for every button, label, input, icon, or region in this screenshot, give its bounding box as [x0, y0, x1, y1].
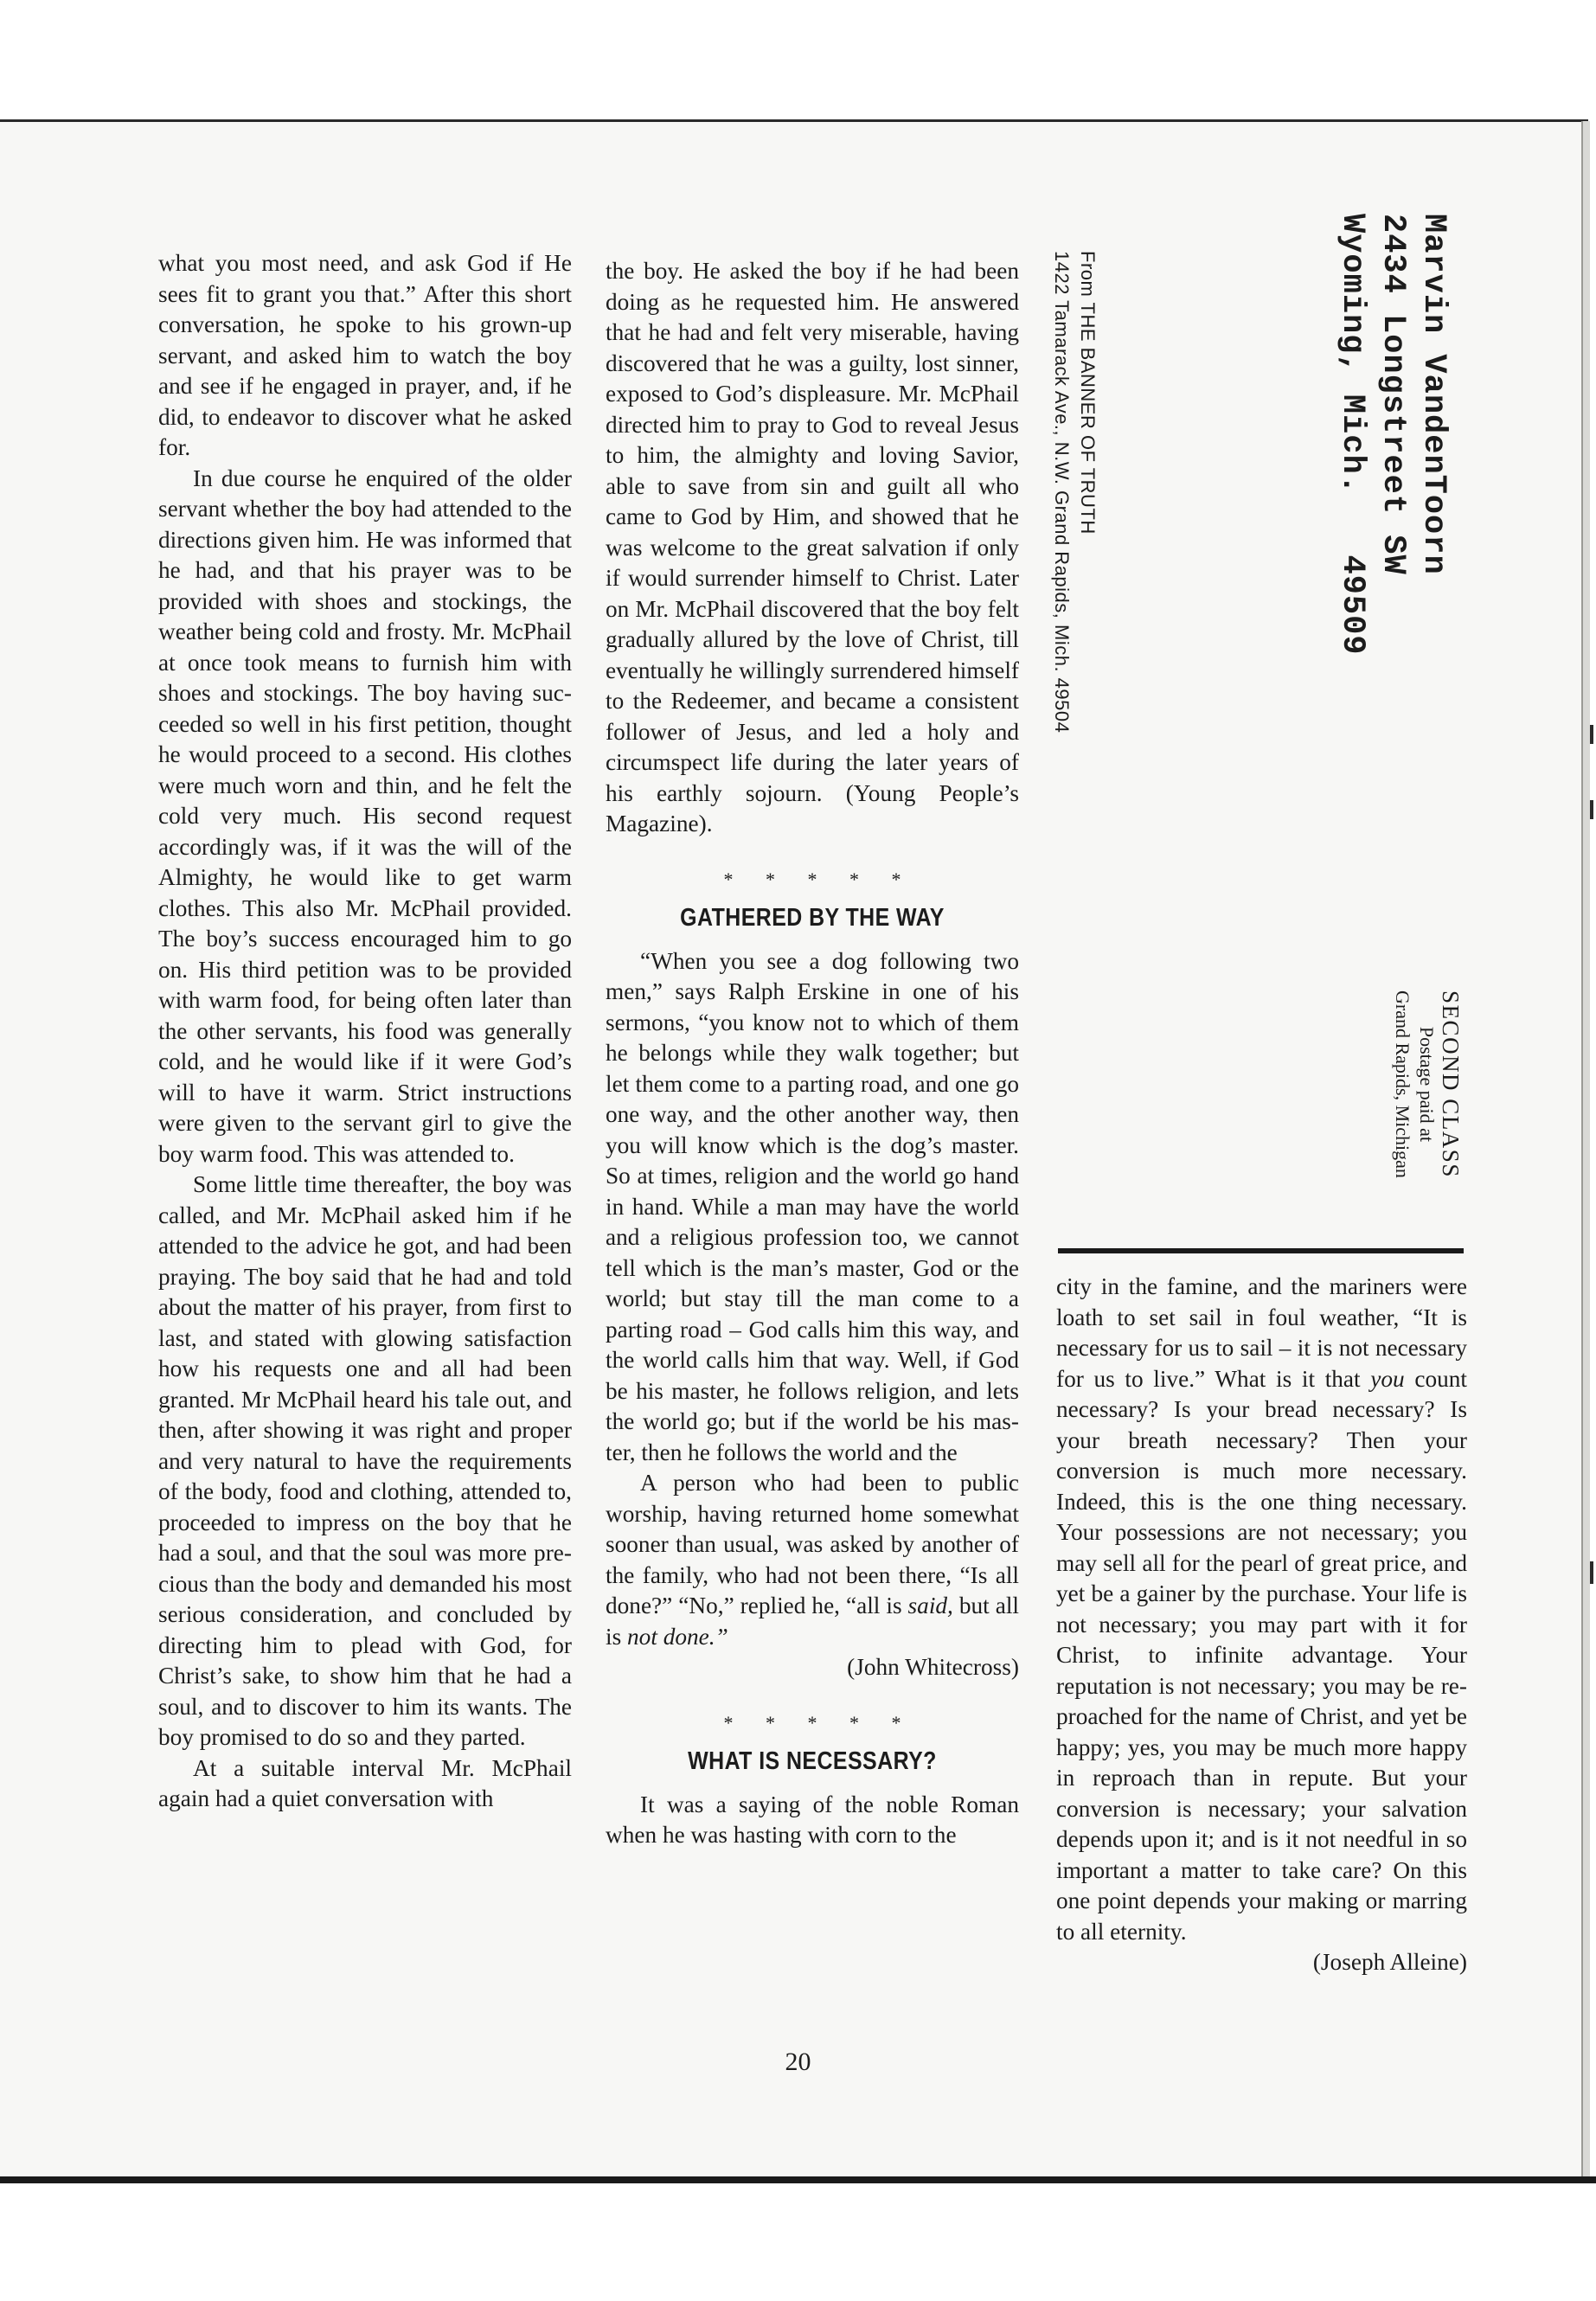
paragraph [606, 1468, 1019, 1652]
italic-you: you [1370, 1365, 1405, 1392]
return-address-line: From THE BANNER OF TRUTH [1077, 251, 1099, 535]
mailing-label-name: Marvin VandenToorn [1415, 214, 1452, 575]
page-bottom-edge [0, 2176, 1596, 2183]
scan-mark [1590, 725, 1593, 744]
column-3 [1056, 1272, 1467, 1978]
paragraph: Some little time thereafter, the boy was called, and Mr. McPhail asked him if he attended to the advice he got, and had been praying. The boy said that he had and told about the matter of his prayer, from first to last, and stated with glowing satisfaction how his requests one and all had been granted. Mr McPhail heard his tale out, and then, after showing it was right and proper and very natural to have the requirements of the body, food and clothing, attended to, proceeded to impress on the boy that he had a soul, and that the soul was more precious than the body and demanded his most serious consideration, and concluded by directing him to plead with God, for Christ’s sake, to show him that he had a soul, and to discover to him its wants. The boy promised to do so and they parted. [158, 1171, 572, 1750]
mailing-label-city: Wyoming, Mich. 49509 [1334, 214, 1370, 656]
mailing-label-street: 2434 Longstreet SW [1375, 214, 1411, 575]
italic-said: said, [907, 1593, 953, 1618]
text-run: A person who had been to public worship, having returned home somewhat sooner than usual, was asked by another of the family, who had not been there, “Is all done?” “No,” replied he, “all is [606, 1470, 1019, 1618]
text-run: city in the famine, and the mariners were loath to set sail in foul weather, “It is necessary for us to sail – it is not necessary for us to live.” What is it that [1056, 1273, 1467, 1392]
page-edge [1581, 121, 1590, 2180]
column-1 [158, 248, 572, 1815]
column-2 [606, 256, 1019, 1851]
italic-not-done: not done.” [627, 1623, 728, 1650]
postage-line: Grand Rapids, Michigan [1392, 990, 1413, 1178]
paragraph: In due course he enquired of the older servant whether the boy had attended to the directions given him. He was informed that he had, and that his prayer was to be provided with shoes and stockings, the weather being cold and frosty. Mr. McPhail at once took means to furnish him with shoes and stockings. The boy having succeeded so well in his first petition, thought he would proceed to a second. His clothes were much worn and thin, and he felt the cold very much. His second request accordingly was, if it was the will of the Almighty, he would like to get warm clothes. This also Mr. McPhail provided. The boy’s success encouraged him to go on. His third petition was to be provided with warm food, for being often later than the other servants, his food was generally cold, and he would like if it were God’s will to have it warm. Strict instructions were given to the servant girl to give the boy warm food. This was attended to. [158, 465, 572, 1167]
citation: (Joseph Alleine) [1312, 1949, 1467, 1975]
mailing-label [1331, 214, 1453, 655]
scan-mark [1590, 1561, 1593, 1584]
text-run: but all is [606, 1593, 1019, 1650]
heading-gathered-by-the-way: GATHERED BY THE WAY [680, 904, 945, 932]
paragraph [1056, 1272, 1467, 1947]
paragraph: what you most need, and ask God if He sees fit to grant you that.” After this short conversation, he spoke to his grown-up servant, and asked him to watch the boy and see if he engaged in prayer, and, if he did, to endeavor to discover what he asked for. [158, 250, 572, 460]
heading-what-is-necessary: WHAT IS NECESSARY? [688, 1747, 937, 1775]
postage-class: SECOND CLASS [1438, 990, 1464, 1178]
section-separator: * * * * * [723, 868, 915, 890]
citation: (John Whitecross) [847, 1654, 1019, 1680]
scan-mark [1590, 800, 1593, 819]
return-address-line: 1422 Tamarack Ave., N.W. Grand Rapids, Mich. 49504 [1051, 251, 1073, 734]
postage-line: Postage paid at [1416, 1026, 1438, 1143]
paragraph: At a suitable interval Mr. McPhail again had a quiet conversation with [158, 1754, 572, 1811]
return-address [1048, 251, 1100, 733]
text-run: count necessary? Is your bread necessary? Is your breath necessary? Then your conversion is much more necessary. Indeed, this is the one thing necessary. Your possessions are not necessary; you may sell all for the pearl of great price, and yet be a gainer by the purchase. Your life is not necessary; you may part with it for Christ, to infinite advantage. Your reputation is not necessary; you may be reproached for the name of Christ, and yet be happy; yes, you may be much more happy in reproach than in repute. But your conversion is necessary; your salvation depends upon it; and is it not needful in so important a matter to take care? On this one point depends your making or marring to all eternity. [1056, 1365, 1467, 1945]
paragraph: It was a saying of the noble Roman when he was hasting with corn to the [606, 1791, 1019, 1848]
page-number: 20 [785, 2048, 811, 2076]
paragraph: “When you see a dog following two men,” says Ralph Erskine in one of his sermons, “you know not to which of them he belongs while they walk together; but let them come to a parting road, and one go one way, and the other another way, then you will know which is the dog’s master. So at times, religion and the world go hand in hand. While a man may have the world and a religious profession too, we cannot tell which is the man’s master, God or the world; but stay till the man come to a parting road – God calls him this way, and the world calls him that way. Well, if God be his master, he follows religion, and lets the world go; but if the world be his master, then he follows the world and the [606, 947, 1019, 1465]
postage-indicia [1390, 990, 1463, 1178]
section-separator: * * * * * [723, 1711, 915, 1734]
mailing-panel-rule [1058, 1248, 1464, 1253]
story-ending: the boy. He asked the boy if he had been doing as he requested him. He answered that he had and felt very miserable, having discovered that he was a guilty, lost sinner, exposed to God’s displeasure. Mr. McPhail directed him to pray to God to reveal Jesus to him, the almighty and loving Savior, able to save from sin and guilt all who came to God by Him, and showed that he was welcome to the great salvation if only if would surrender himself to Christ. Later on Mr. McPhail discovered that the boy felt gradually allured by the love of Christ, till eventually he willingly surrendered himself to the Redeemer, and became a consistent follower of Jesus, and led a holy and circumspect life during the later years of his earthly sojourn. (Young People’s Magazine). [606, 258, 1019, 836]
